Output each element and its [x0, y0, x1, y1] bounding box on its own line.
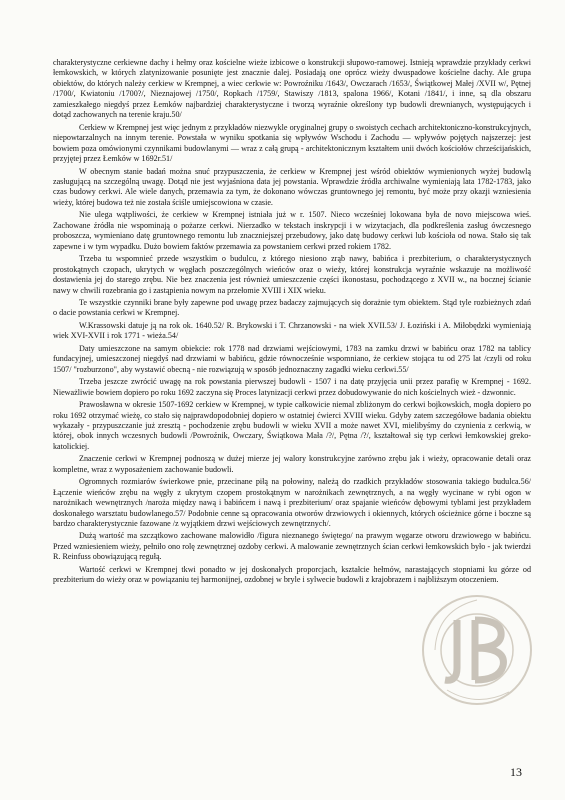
paragraph: Ogromnych rozmiarów świerkowe pnie, przecinane piłą na połowiny, należą do rzadkich przykładów stosowania takiego budulca.56/ Łączenie wieńców zrębu na węgły z ukrytym czopem prostokątnym w narożnikach zewnętrznych, a na węgły wycinane w rybi ogon w narożnikach wewnętrznych /naroża między nawą i babińcem i nawą i prezbiterium/ oraz spajanie wieńców dębowymi tyblami jest przykładem doskonałego warsztatu budowlanego.57/ Podobnie cenne są opracowania otworów drzwiowych i okiennych, których ościeżnice górne i boczne są bardzo charakterystycznie fazowane /z wyjątkiem drzwi wejściowych zewnętrznych/. — [53, 477, 531, 529]
document-body — [53, 58, 531, 588]
paragraph: Prawosławna w okresie 1507-1692 cerkiew w Krempnej, w typie całkowicie niemal zbliżonym do cerkwi bojkowskich, mogła dopiero po roku 1692 otrzymać wieżę, co stało się najprawdopodobniej dopiero w ostatniej ćwierci XVIII wieku. Gdyby zatem szczegółowe badania obiektu wykazały - przypuszczanie już zresztą - pochodzenie zrębu budowli w wieku XVII a może nawet XVI, mielibyśmy do czynienia z cerkwią, w której, obok innych wczesnych budowli /Powroźnik, Owczary, Świątkowa Mała /?/, Pętna /?/, kształtował się typ cerkwi łemkowskiej greko-katolickiej. — [53, 400, 531, 451]
paragraph: Trzeba tu wspomnieć przede wszystkim o budulcu, z którego niesiono zrąb nawy, babińca i prezbiterium, o charakterystycznych prostokątnych czopach, ukrytych w węgłach poszczególnych wieńców oraz o wieży, której konstrukcja wyraźnie wskazuje na możliwość dostawienia jej do starego zrębu. Nie bez znaczenia jest również umieszczenie części ikonostasu, pochodzącego z XVII w., na bocznej ścianie nawy w chwili rozebrania go i zastąpienia nowym na przełomie XVIII i XIX wieku. — [53, 254, 531, 295]
paragraph: Dużą wartość ma szczątkowo zachowane malowidło /figura nieznanego świętego/ na prawym węgarze otworu drzwiowego w babińcu. Przed wzniesieniem wieży, pełniło ono rolę zewnętrznej ozdoby cerkwi. A malowanie zewnętrznych ścian cerkwi łemkowskich było - jak twierdzi R. Reinfuss obowiązującą regułą. — [53, 531, 531, 562]
paragraph: Nie ulega wątpliwości, że cerkiew w Krempnej istniała już w r. 1507. Nieco wcześniej lokowana była de novo miejscowa wieś. Zachowane źródła nie wspominają o pożarze cerkwi. Nierzadko w tekstach inskrypcji i w wizytacjach, dla podkreślenia zasług ówczesnego proboszcza, wymieniano datę gruntownego remontu lub znaczniejszej przebudowy, jako datę budowy cerkwi lub kościoła od nowa. Stało się tak zapewne i w tym wypadku. Dużo bowiem faktów przemawia za powstaniem cerkwi przed rokiem 1782. — [53, 210, 531, 251]
paragraph: Cerkiew w Krempnej jest więc jednym z przykładów niezwykle oryginalnej grupy o swoistych cechach architektoniczno-konstrukcyjnych, niepowtarzalnych na innym terenie. Powstała w wyniku spotkania się wpływów Wschodu i Zachodu — wpływów pojętych najszerzej: jest bowiem poza omówionymi czynnikami budowlanymi — wraz z całą grupą - architektonicznym kształtem unii dwóch kościołów chrześcijańskich, przyjętej przez Łemków w 1692r.51/ — [53, 122, 531, 164]
paragraph: charakterystyczne cerkiewne dachy i hełmy oraz kościelne wieże izbicowe o konstrukcji słupowo-ramowej. Istnieją wprawdzie przykłady cerkwi łemkowskich, w których zlatynizowanie posunięte jest znacznie dalej. Posiadają one oprócz wieży dwuspadowe kościelne dachy. Ale grupa obiektów, do których należy cerkiew w Krempnej, a wiec cerkwie w: Powroźniku /1643/, Owczarach /1653/, Świątkowej Małej /XVII w/, Pętnej /1700/, Kwiatoniu /1700?/, Nieznajowej /1750/, Ropkach /1759/, Stawiszy /1813, spalona 1966/, Kotani /1841/, i inne, są dla obszaru zamieszkałego niegdyś przez Łemków najbardziej charakterystyczne i tworzą wyraźnie określony typ budowli drewnianych, występujących i dotąd zachowanych na terenie kraju.50/ — [53, 58, 531, 120]
paragraph: Te wszystkie czynniki brane były zapewne pod uwagę przez badaczy zajmujących się dorażnie tym obiektem. Stąd tyle rozbieżnych zdań o dacie powstania cerkwi w Krempnej. — [53, 297, 531, 318]
paragraph: Daty umieszczone na samym obiekcie: rok 1778 nad drzwiami wejściowymi, 1783 na zamku drzwi w babińcu oraz 1782 na tablicy fundacyjnej, umieszczonej niegdyś nad drzwiami w babińcu, gdzie równocześnie wspomniano, że cerkiew stojąca tu od 275 lat /czyli od roku 1507/ "rozburzono", aby wystawić obecną - nie rozwiązują w sposób jednoznaczny zagadki wieku cerkwi.55/ — [53, 343, 531, 374]
paragraph: W.Krassowski datuje ją na rok ok. 1640.52/ R. Brykowski i T. Chrzanowski - na wiek XVII.53/ J. Łoziński i A. Miłobędzki wymieniają wiek XVI-XVII i rok 1771 - wieża.54/ — [53, 320, 531, 341]
watermark-seal-icon — [417, 590, 537, 710]
archive-watermark-stamp — [417, 590, 537, 710]
paragraph: W obecnym stanie badań można snuć przypuszczenia, że cerkiew w Krempnej jest wśród obiektów wymienionych wyżej budowlą zasługującą na szczególną uwagę. Dotąd nie jest wyjaśniona data jej powstania. Wprawdzie źródła archiwalne wymieniają lata 1782-1783, jako czas budowy cerkwi. Ale wiele danych, przemawia za tym, że dokonano wówczas gruntownego jej remontu, być może przy okazji wzniesienia wieży, której budowa też nie została ściśle umiejscowiona w czasie. — [53, 166, 531, 207]
paragraph: Wartość cerkwi w Krempnej tkwi ponadto w jej doskonałych proporcjach, kształcie hełmów, narastających stopniami ku górze od prezbiterium do wieży oraz w powiązaniu tej harmonijnej, ozdobnej w bryle i sylwecie budowli z krajobrazem i najbliższym otoczeniem. — [53, 564, 531, 585]
page-number: 13 — [510, 765, 522, 779]
paragraph: Znaczenie cerkwi w Krempnej podnoszą w dużej mierze jej walory konstrukcyjne zarówno zrębu jak i wieży, opracowanie detali oraz kompletne, wraz z wyposażeniem zachowanie budowli. — [53, 454, 531, 474]
paragraph: Trzeba jeszcze zwrócić uwagę na rok powstania pierwszej budowli - 1507 i na datę przyjęcia unii przez parafię w Krempnej - 1692. Nieważliwie bowiem dopiero po roku 1692 zaczyna się Proces latynizacji cerkwi przez dobudowywanie do nich kościelnych wież - dzwonnic. — [53, 377, 531, 397]
